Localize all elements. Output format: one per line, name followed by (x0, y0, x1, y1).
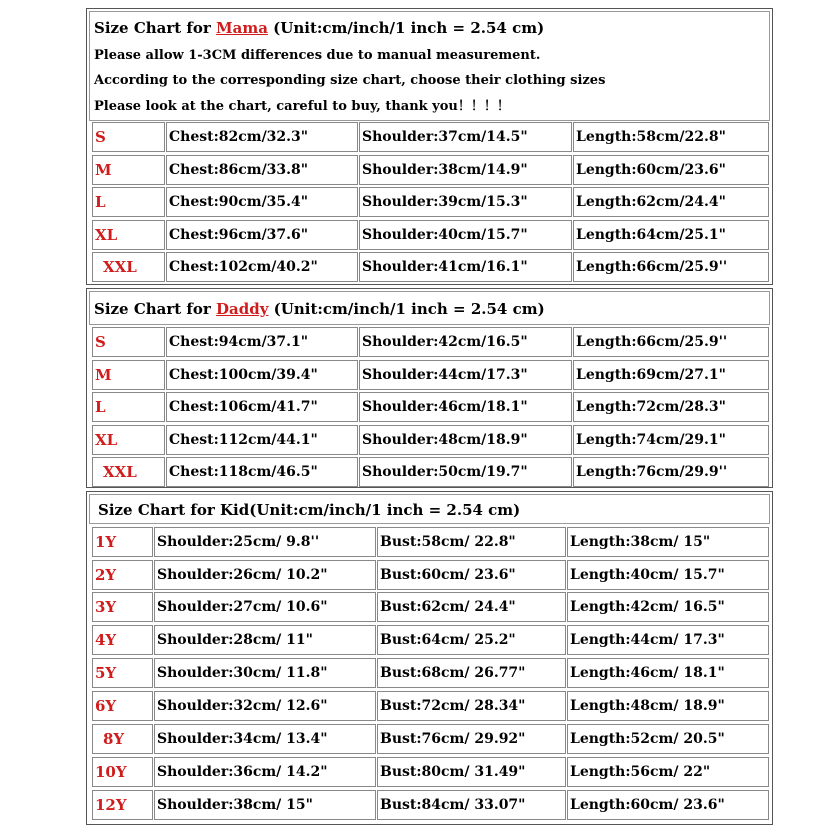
length-measurement: Length:48cm/ 18.9" (567, 691, 769, 721)
daddy-chart-title (94, 302, 545, 316)
length-measurement: Length:74cm/29.1" (573, 425, 769, 455)
bust-measurement: Bust:84cm/ 33.07" (377, 790, 566, 820)
chest-measurement: Chest:90cm/35.4" (166, 187, 358, 217)
mama-note-measurement: Please allow 1-3CM differences due to manual measurement. (94, 48, 541, 63)
size-label: XXL (92, 457, 165, 487)
daddy-size-chart (86, 288, 773, 488)
kid-size-chart (86, 491, 773, 825)
shoulder-measurement: Shoulder:46cm/18.1" (359, 392, 572, 422)
shoulder-measurement: Shoulder:30cm/ 11.8" (154, 658, 376, 688)
shoulder-measurement: Shoulder:41cm/16.1" (359, 252, 572, 282)
bust-measurement: Bust:80cm/ 31.49" (377, 757, 566, 787)
mama-size-chart (86, 8, 773, 285)
bust-measurement: Bust:62cm/ 24.4" (377, 592, 566, 622)
length-measurement: Length:62cm/24.4" (573, 187, 769, 217)
daddy-title-suffix: (Unit:cm/inch/1 inch = 2.54 cm) (268, 300, 545, 318)
size-label: M (92, 155, 165, 185)
bust-measurement: Bust:58cm/ 22.8" (377, 527, 566, 557)
length-measurement: Length:44cm/ 17.3" (567, 625, 769, 655)
size-label: 3Y (92, 592, 153, 622)
mama-note-careful: Please look at the chart, careful to buy, thank you！！！！ (94, 99, 510, 114)
shoulder-measurement: Shoulder:38cm/ 15" (154, 790, 376, 820)
shoulder-measurement: Shoulder:44cm/17.3" (359, 360, 572, 390)
shoulder-measurement: Shoulder:25cm/ 9.8'' (154, 527, 376, 557)
size-label: S (92, 122, 165, 152)
size-label: XL (92, 425, 165, 455)
size-label: L (92, 187, 165, 217)
length-measurement: Length:60cm/23.6" (573, 155, 769, 185)
chest-measurement: Chest:118cm/46.5" (166, 457, 358, 487)
shoulder-measurement: Shoulder:28cm/ 11" (154, 625, 376, 655)
shoulder-measurement: Shoulder:34cm/ 13.4" (154, 724, 376, 754)
daddy-brand-label: Daddy (216, 300, 269, 318)
chest-measurement: Chest:106cm/41.7" (166, 392, 358, 422)
shoulder-measurement: Shoulder:50cm/19.7" (359, 457, 572, 487)
shoulder-measurement: Shoulder:37cm/14.5" (359, 122, 572, 152)
mama-title-suffix: (Unit:cm/inch/1 inch = 2.54 cm) (267, 19, 545, 37)
mama-chart-title (94, 21, 544, 35)
size-label: S (92, 327, 165, 357)
length-measurement: Length:60cm/ 23.6" (567, 790, 769, 820)
bust-measurement: Bust:60cm/ 23.6" (377, 560, 566, 590)
size-label: L (92, 392, 165, 422)
shoulder-measurement: Shoulder:42cm/16.5" (359, 327, 572, 357)
kid-chart-header (89, 494, 770, 524)
bust-measurement: Bust:68cm/ 26.77" (377, 658, 566, 688)
kid-chart-title: Size Chart for Kid(Unit:cm/inch/1 inch = 2.54 cm) (98, 501, 521, 519)
chest-measurement: Chest:82cm/32.3" (166, 122, 358, 152)
chest-measurement: Chest:102cm/40.2" (166, 252, 358, 282)
length-measurement: Length:72cm/28.3" (573, 392, 769, 422)
size-label: 5Y (92, 658, 153, 688)
daddy-chart-header (89, 291, 770, 325)
size-label: 10Y (92, 757, 153, 787)
shoulder-measurement: Shoulder:40cm/15.7" (359, 220, 572, 250)
shoulder-measurement: Shoulder:48cm/18.9" (359, 425, 572, 455)
chest-measurement: Chest:100cm/39.4" (166, 360, 358, 390)
chest-measurement: Chest:112cm/44.1" (166, 425, 358, 455)
size-label: 6Y (92, 691, 153, 721)
size-label: XXL (92, 252, 165, 282)
length-measurement: Length:69cm/27.1" (573, 360, 769, 390)
length-measurement: Length:46cm/ 18.1" (567, 658, 769, 688)
shoulder-measurement: Shoulder:27cm/ 10.6" (154, 592, 376, 622)
length-measurement: Length:38cm/ 15" (567, 527, 769, 557)
bust-measurement: Bust:76cm/ 29.92" (377, 724, 566, 754)
size-label: M (92, 360, 165, 390)
shoulder-measurement: Shoulder:32cm/ 12.6" (154, 691, 376, 721)
size-label: 1Y (92, 527, 153, 557)
size-label: 4Y (92, 625, 153, 655)
length-measurement: Length:58cm/22.8" (573, 122, 769, 152)
length-measurement: Length:40cm/ 15.7" (567, 560, 769, 590)
length-measurement: Length:66cm/25.9'' (573, 252, 769, 282)
shoulder-measurement: Shoulder:26cm/ 10.2" (154, 560, 376, 590)
length-measurement: Length:76cm/29.9'' (573, 457, 769, 487)
mama-note-choose-size: According to the corresponding size chart, choose their clothing sizes (94, 73, 606, 88)
size-label: 8Y (92, 724, 153, 754)
mama-brand-label: Mama (216, 19, 268, 37)
size-label: 2Y (92, 560, 153, 590)
chest-measurement: Chest:94cm/37.1" (166, 327, 358, 357)
daddy-title-prefix: Size Chart for (94, 300, 217, 318)
length-measurement: Length:66cm/25.9'' (573, 327, 769, 357)
bust-measurement: Bust:72cm/ 28.34" (377, 691, 566, 721)
chest-measurement: Chest:86cm/33.8" (166, 155, 358, 185)
length-measurement: Length:52cm/ 20.5" (567, 724, 769, 754)
length-measurement: Length:56cm/ 22" (567, 757, 769, 787)
length-measurement: Length:64cm/25.1" (573, 220, 769, 250)
bust-measurement: Bust:64cm/ 25.2" (377, 625, 566, 655)
length-measurement: Length:42cm/ 16.5" (567, 592, 769, 622)
shoulder-measurement: Shoulder:36cm/ 14.2" (154, 757, 376, 787)
size-label: XL (92, 220, 165, 250)
mama-title-prefix: Size Chart for (94, 19, 217, 37)
shoulder-measurement: Shoulder:38cm/14.9" (359, 155, 572, 185)
shoulder-measurement: Shoulder:39cm/15.3" (359, 187, 572, 217)
mama-chart-header (89, 11, 770, 121)
chest-measurement: Chest:96cm/37.6" (166, 220, 358, 250)
size-label: 12Y (92, 790, 153, 820)
